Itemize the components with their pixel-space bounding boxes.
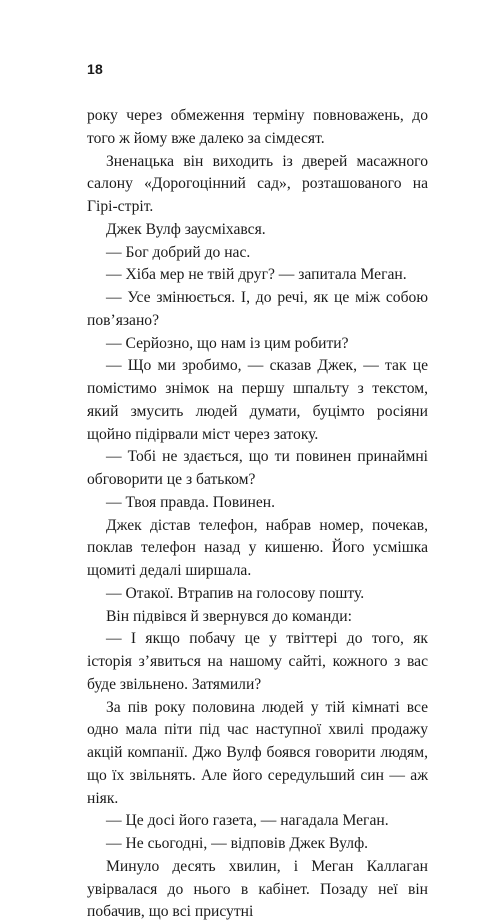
body-text — [87, 105, 428, 924]
paragraph: Минуло десять хвилин, і Меган Каллаган увірвалася до нього в кабінет. Позаду неї він побачив, що всі присутні — [87, 857, 428, 921]
dialogue-line: — І якщо побачу це у твіттері до того, як історія з’явиться на нашому сайті, кожного з вас буде звільнено. Затямили? — [87, 630, 428, 693]
dialogue-line: — Усе змінюється. І, до речі, як це між собою пов’язано? — [87, 289, 428, 329]
dialogue-line: — Це досі його газета, — нагадала Меган. — [106, 812, 389, 830]
dialogue-line: — Бог добрий до нас. — [106, 243, 251, 261]
dialogue-line: — Тобі не здається, що ти повинен принаймні обговорити це з батьком? — [87, 448, 428, 488]
paragraph: Він підвівся й звернувся до команди: — [106, 607, 352, 625]
paragraph: Джек Вулф заусміхався. — [106, 220, 266, 238]
dialogue-line: — Серйозно, що нам із цим робити? — [106, 334, 349, 352]
page-number: 18 — [87, 61, 103, 77]
paragraph: року через обмеження терміну повноважень, до того ж йому вже далеко за сімдесят. — [87, 107, 428, 147]
dialogue-line: — Хіба мер не твій друг? — запитала Меган. — [106, 266, 407, 284]
dialogue-line: — Твоя правда. Повинен. — [106, 493, 276, 511]
paragraph: Зненацька він виходить із дверей масажного салону «Дорогоцінний сад», розташованого на Гірі-стріт. — [87, 152, 428, 215]
dialogue-line: — Отакої. Втрапив на голосову пошту. — [106, 584, 365, 602]
dialogue-line: — Не сьогодні, — відповів Джек Вулф. — [106, 835, 369, 852]
paragraph: За пів року половина людей у тій кімнаті все одно мала піти під час наступної хвилі продажу акцій компанії. Джо Вулф боявся говорити людям, що їх звільнять. Але його середульший син — аж ніяк. — [87, 698, 428, 807]
paragraph: Джек дістав телефон, набрав номер, почекав, поклав телефон назад у кишеню. Його усмішка щомиті дедалі ширшала. — [87, 516, 428, 579]
dialogue-line: — Що ми зробимо, — сказав Джек, — так це помістимо знімок на першу шпальту з текстом, який змусить людей думати, буцімто росіяни щойно підірвали міст через затоку. — [87, 357, 428, 443]
